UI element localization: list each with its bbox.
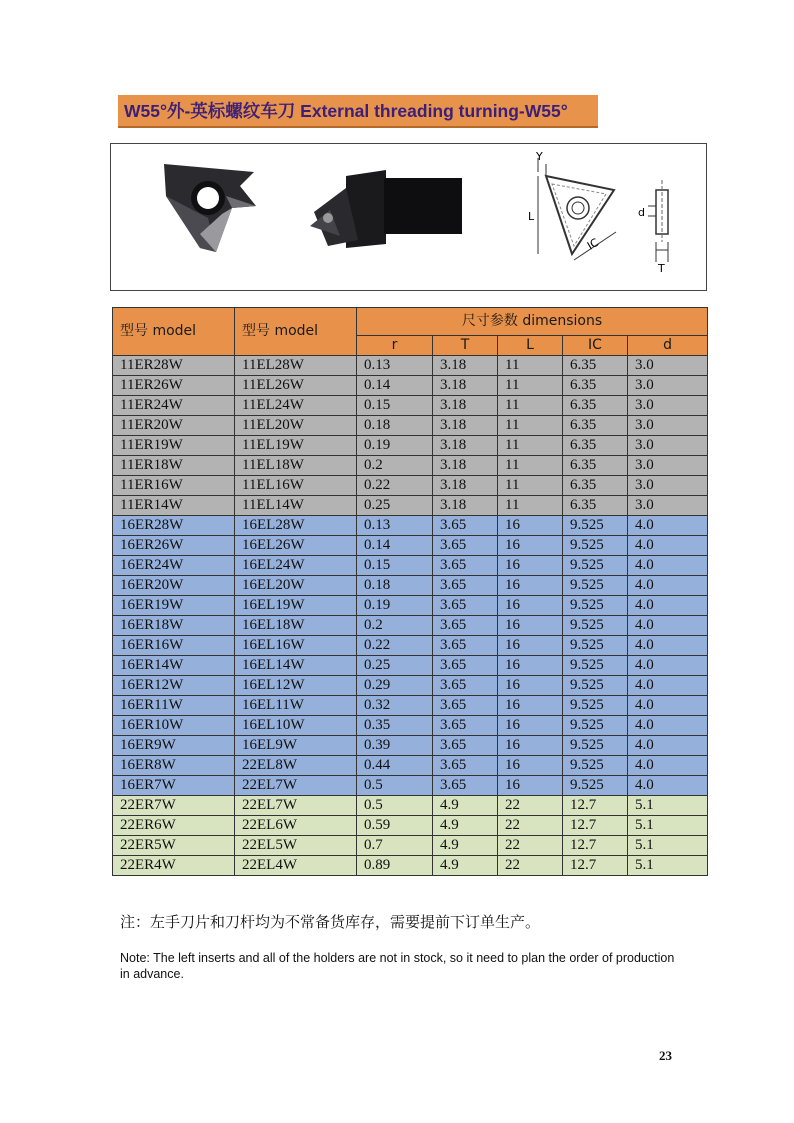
cell-ic: 6.35 <box>563 456 628 476</box>
cell-d: 3.0 <box>628 456 708 476</box>
cell-t: 4.9 <box>433 856 498 876</box>
cell-l: 11 <box>498 396 563 416</box>
table-row <box>113 576 708 596</box>
cell-l: 16 <box>498 716 563 736</box>
cell-r: 0.15 <box>357 396 433 416</box>
cell-t: 4.9 <box>433 836 498 856</box>
cell-ic: 12.7 <box>563 816 628 836</box>
table-row <box>113 656 708 676</box>
cell-d: 4.0 <box>628 536 708 556</box>
cell-l: 16 <box>498 736 563 756</box>
cell-d: 4.0 <box>628 596 708 616</box>
cell-r: 0.15 <box>357 556 433 576</box>
cell-ic: 9.525 <box>563 756 628 776</box>
label-t: T <box>658 262 665 275</box>
cell-ic: 9.525 <box>563 616 628 636</box>
cell-d: 4.0 <box>628 636 708 656</box>
cell-t: 3.65 <box>433 636 498 656</box>
cell-l: 16 <box>498 576 563 596</box>
cell-ic: 12.7 <box>563 856 628 876</box>
cell-d: 3.0 <box>628 416 708 436</box>
cell-t: 3.18 <box>433 416 498 436</box>
cell-r: 0.29 <box>357 676 433 696</box>
cell-model-left: 16EL20W <box>235 576 357 596</box>
cell-model-left: 16EL9W <box>235 736 357 756</box>
cell-t: 3.18 <box>433 436 498 456</box>
cell-r: 0.25 <box>357 656 433 676</box>
cell-r: 0.19 <box>357 596 433 616</box>
cell-model-left: 16EL19W <box>235 596 357 616</box>
cell-t: 4.9 <box>433 816 498 836</box>
cell-r: 0.44 <box>357 756 433 776</box>
header-t: T <box>433 336 498 356</box>
cell-r: 0.7 <box>357 836 433 856</box>
cell-model-right: 16ER14W <box>113 656 235 676</box>
cell-r: 0.35 <box>357 716 433 736</box>
cell-r: 0.89 <box>357 856 433 876</box>
table-row <box>113 396 708 416</box>
cell-l: 16 <box>498 776 563 796</box>
cell-d: 4.0 <box>628 556 708 576</box>
cell-r: 0.5 <box>357 796 433 816</box>
cell-model-right: 22ER6W <box>113 816 235 836</box>
cell-t: 3.65 <box>433 596 498 616</box>
cell-model-right: 11ER18W <box>113 456 235 476</box>
header-model-right: 型号 model <box>113 308 235 356</box>
cell-model-right: 22ER5W <box>113 836 235 856</box>
cell-t: 3.18 <box>433 476 498 496</box>
cell-r: 0.5 <box>357 776 433 796</box>
cell-t: 3.18 <box>433 396 498 416</box>
cell-t: 3.65 <box>433 696 498 716</box>
cell-model-right: 16ER9W <box>113 736 235 756</box>
cell-model-left: 22EL6W <box>235 816 357 836</box>
cell-model-left: 11EL26W <box>235 376 357 396</box>
cell-l: 16 <box>498 756 563 776</box>
cell-model-left: 11EL16W <box>235 476 357 496</box>
cell-model-left: 22EL7W <box>235 776 357 796</box>
table-row <box>113 616 708 636</box>
cell-t: 3.65 <box>433 576 498 596</box>
cell-d: 4.0 <box>628 716 708 736</box>
table-row <box>113 376 708 396</box>
cell-r: 0.2 <box>357 456 433 476</box>
cell-model-right: 11ER14W <box>113 496 235 516</box>
cell-l: 11 <box>498 416 563 436</box>
cell-r: 0.39 <box>357 736 433 756</box>
cell-model-left: 16EL11W <box>235 696 357 716</box>
cell-model-right: 16ER10W <box>113 716 235 736</box>
cell-ic: 9.525 <box>563 516 628 536</box>
cell-l: 22 <box>498 856 563 876</box>
cell-d: 3.0 <box>628 376 708 396</box>
cell-ic: 9.525 <box>563 536 628 556</box>
cell-t: 3.65 <box>433 756 498 776</box>
cell-model-left: 11EL19W <box>235 436 357 456</box>
cell-r: 0.18 <box>357 416 433 436</box>
cell-d: 4.0 <box>628 656 708 676</box>
cell-model-left: 16EL16W <box>235 636 357 656</box>
cell-ic: 6.35 <box>563 496 628 516</box>
cell-ic: 9.525 <box>563 596 628 616</box>
table-row <box>113 436 708 456</box>
cell-ic: 6.35 <box>563 376 628 396</box>
cell-d: 3.0 <box>628 496 708 516</box>
cell-t: 3.65 <box>433 536 498 556</box>
cell-t: 3.65 <box>433 736 498 756</box>
table-row <box>113 416 708 436</box>
cell-ic: 6.35 <box>563 436 628 456</box>
cell-model-left: 16EL24W <box>235 556 357 576</box>
cell-t: 3.65 <box>433 616 498 636</box>
cell-model-right: 16ER26W <box>113 536 235 556</box>
cell-l: 22 <box>498 836 563 856</box>
cell-model-right: 16ER16W <box>113 636 235 656</box>
table-row <box>113 676 708 696</box>
cell-l: 16 <box>498 676 563 696</box>
label-ic: IC <box>585 235 601 253</box>
cell-r: 0.13 <box>357 356 433 376</box>
label-y: Y <box>536 150 543 163</box>
cell-t: 3.65 <box>433 556 498 576</box>
note-chinese: 注：左手刀片和刀杆均为不常备货库存，需要提前下订单生产。 <box>120 913 541 931</box>
cell-l: 11 <box>498 496 563 516</box>
cell-l: 16 <box>498 656 563 676</box>
cell-ic: 6.35 <box>563 396 628 416</box>
cell-t: 3.65 <box>433 716 498 736</box>
cell-model-right: 16ER24W <box>113 556 235 576</box>
cell-model-left: 11EL20W <box>235 416 357 436</box>
cell-l: 11 <box>498 456 563 476</box>
cell-model-right: 16ER7W <box>113 776 235 796</box>
table-body <box>113 356 708 876</box>
cell-model-right: 11ER28W <box>113 356 235 376</box>
cell-d: 3.0 <box>628 436 708 456</box>
cell-r: 0.32 <box>357 696 433 716</box>
cell-d: 4.0 <box>628 516 708 536</box>
cell-d: 3.0 <box>628 476 708 496</box>
note-english: Note: The left inserts and all of the holders are not in stock, so it need to plan the order of production in advance. <box>120 951 675 981</box>
cell-model-left: 11EL24W <box>235 396 357 416</box>
table-row <box>113 516 708 536</box>
table-header-row <box>113 308 708 336</box>
table-row <box>113 816 708 836</box>
cell-d: 4.0 <box>628 736 708 756</box>
cell-ic: 6.35 <box>563 416 628 436</box>
cell-l: 16 <box>498 636 563 656</box>
cell-model-left: 11EL14W <box>235 496 357 516</box>
cell-l: 16 <box>498 696 563 716</box>
header-model-left: 型号 model <box>235 308 357 356</box>
cell-t: 3.65 <box>433 516 498 536</box>
cell-t: 3.18 <box>433 456 498 476</box>
cell-l: 11 <box>498 436 563 456</box>
cell-r: 0.14 <box>357 376 433 396</box>
cell-t: 3.18 <box>433 496 498 516</box>
cell-d: 4.0 <box>628 776 708 796</box>
header-d: d <box>628 336 708 356</box>
cell-model-left: 11EL18W <box>235 456 357 476</box>
cell-model-right: 22ER7W <box>113 796 235 816</box>
cell-r: 0.14 <box>357 536 433 556</box>
table-row <box>113 496 708 516</box>
header-ic: IC <box>563 336 628 356</box>
cell-model-right: 16ER12W <box>113 676 235 696</box>
cell-model-right: 11ER16W <box>113 476 235 496</box>
table-row <box>113 636 708 656</box>
cell-t: 3.65 <box>433 676 498 696</box>
cell-r: 0.22 <box>357 636 433 656</box>
cell-ic: 9.525 <box>563 676 628 696</box>
cell-model-left: 22EL5W <box>235 836 357 856</box>
cell-d: 5.1 <box>628 836 708 856</box>
cell-model-left: 22EL8W <box>235 756 357 776</box>
header-r: r <box>357 336 433 356</box>
label-d: d <box>638 206 645 219</box>
cell-t: 3.65 <box>433 656 498 676</box>
cell-d: 3.0 <box>628 396 708 416</box>
cell-r: 0.18 <box>357 576 433 596</box>
cell-l: 11 <box>498 356 563 376</box>
cell-t: 3.18 <box>433 376 498 396</box>
cell-r: 0.13 <box>357 516 433 536</box>
dimensions-table <box>112 307 708 876</box>
table-row <box>113 536 708 556</box>
header-dimensions: 尺寸参数 dimensions <box>357 308 708 336</box>
cell-d: 3.0 <box>628 356 708 376</box>
cell-model-right: 16ER20W <box>113 576 235 596</box>
cell-model-left: 11EL28W <box>235 356 357 376</box>
cell-r: 0.59 <box>357 816 433 836</box>
cell-model-left: 16EL10W <box>235 716 357 736</box>
cell-r: 0.19 <box>357 436 433 456</box>
cell-ic: 9.525 <box>563 696 628 716</box>
title-banner <box>118 95 598 128</box>
cell-model-right: 16ER19W <box>113 596 235 616</box>
table-row <box>113 776 708 796</box>
cell-d: 5.1 <box>628 816 708 836</box>
cell-model-left: 16EL26W <box>235 536 357 556</box>
cell-ic: 9.525 <box>563 556 628 576</box>
cell-d: 4.0 <box>628 616 708 636</box>
cell-model-right: 11ER26W <box>113 376 235 396</box>
table-row <box>113 796 708 816</box>
cell-d: 5.1 <box>628 856 708 876</box>
page-number: 23 <box>659 1048 672 1063</box>
cell-t: 3.65 <box>433 776 498 796</box>
cell-l: 11 <box>498 476 563 496</box>
cell-ic: 12.7 <box>563 796 628 816</box>
product-image-panel <box>110 143 707 291</box>
cell-ic: 12.7 <box>563 836 628 856</box>
cell-model-left: 16EL12W <box>235 676 357 696</box>
cell-model-right: 11ER19W <box>113 436 235 456</box>
cell-ic: 6.35 <box>563 356 628 376</box>
table-row <box>113 836 708 856</box>
cell-ic: 6.35 <box>563 476 628 496</box>
cell-r: 0.2 <box>357 616 433 636</box>
table-row <box>113 736 708 756</box>
cell-ic: 9.525 <box>563 776 628 796</box>
cell-d: 4.0 <box>628 576 708 596</box>
table-row <box>113 716 708 736</box>
cell-l: 16 <box>498 596 563 616</box>
cell-l: 16 <box>498 536 563 556</box>
cell-ic: 9.525 <box>563 736 628 756</box>
table-row <box>113 556 708 576</box>
cell-model-left: 16EL18W <box>235 616 357 636</box>
cell-model-right: 11ER24W <box>113 396 235 416</box>
cell-d: 4.0 <box>628 696 708 716</box>
cell-model-left: 16EL28W <box>235 516 357 536</box>
cell-t: 3.18 <box>433 356 498 376</box>
cell-model-right: 16ER8W <box>113 756 235 776</box>
holder-photo <box>306 166 466 256</box>
cell-model-left: 22EL7W <box>235 796 357 816</box>
cell-model-right: 16ER18W <box>113 616 235 636</box>
cell-ic: 9.525 <box>563 656 628 676</box>
cell-model-right: 16ER11W <box>113 696 235 716</box>
cell-l: 16 <box>498 556 563 576</box>
table-row <box>113 596 708 616</box>
cell-model-left: 16EL14W <box>235 656 357 676</box>
insert-dimension-drawing <box>516 150 696 285</box>
cell-l: 16 <box>498 616 563 636</box>
page-title: W55°外-英标螺纹车刀 External threading turning-W55° <box>124 101 568 121</box>
cell-ic: 9.525 <box>563 576 628 596</box>
cell-r: 0.22 <box>357 476 433 496</box>
cell-t: 4.9 <box>433 796 498 816</box>
header-l: L <box>498 336 563 356</box>
cell-l: 16 <box>498 516 563 536</box>
cell-r: 0.25 <box>357 496 433 516</box>
cell-l: 22 <box>498 796 563 816</box>
cell-l: 22 <box>498 816 563 836</box>
cell-model-left: 22EL4W <box>235 856 357 876</box>
cell-l: 11 <box>498 376 563 396</box>
cell-ic: 9.525 <box>563 636 628 656</box>
cell-d: 5.1 <box>628 796 708 816</box>
table-row <box>113 356 708 376</box>
table-row <box>113 456 708 476</box>
cell-d: 4.0 <box>628 756 708 776</box>
label-l: L <box>528 210 535 223</box>
cell-model-right: 16ER28W <box>113 516 235 536</box>
table-row <box>113 696 708 716</box>
table-row <box>113 756 708 776</box>
cell-ic: 9.525 <box>563 716 628 736</box>
cell-model-right: 11ER20W <box>113 416 235 436</box>
table-row <box>113 476 708 496</box>
table-row <box>113 856 708 876</box>
cell-model-right: 22ER4W <box>113 856 235 876</box>
cell-d: 4.0 <box>628 676 708 696</box>
insert-photo <box>156 156 266 261</box>
